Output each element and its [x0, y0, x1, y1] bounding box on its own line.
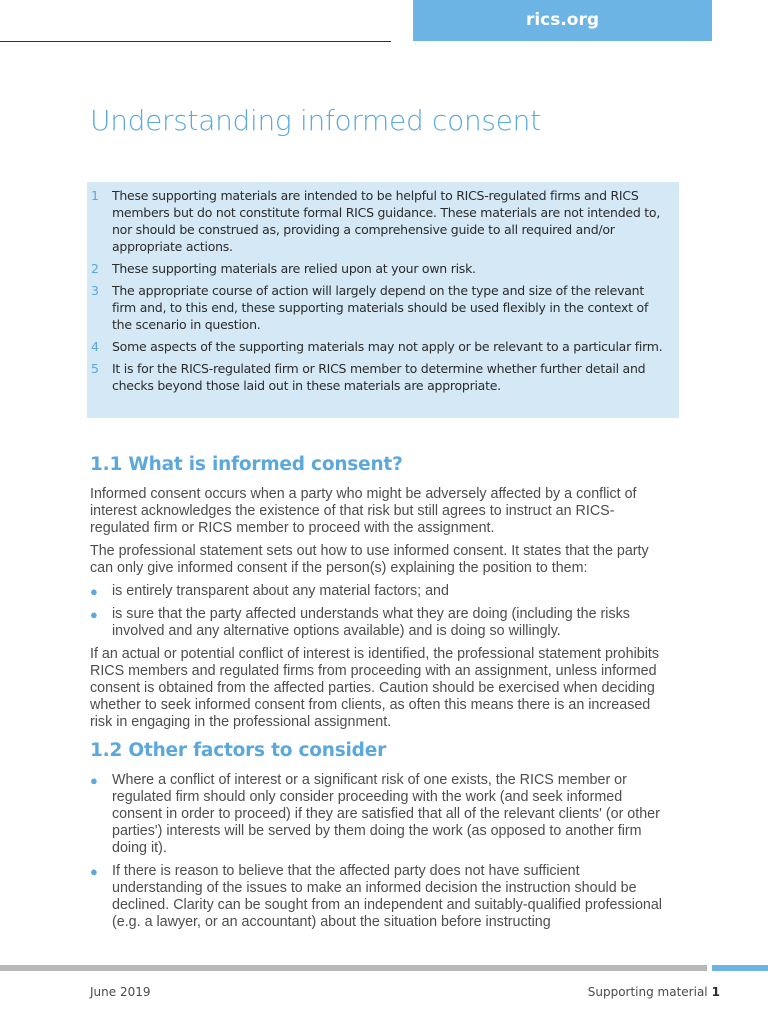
paragraph: Informed consent occurs when a party who might be adversely affected by a conflict of interest acknowledges the existence of that risk but still agrees to instruct an RICS-regulated firm or RICS member to proceed with the assignment. [90, 486, 637, 536]
disclaimer-item [91, 360, 671, 394]
section-heading-informed-consent: 1.1 What is informed consent? [90, 454, 403, 475]
footer-label: Supporting material [587, 985, 708, 999]
list-item [90, 772, 670, 857]
disclaimer-number: 2 [91, 261, 99, 276]
disclaimer-item [91, 338, 671, 355]
footer-bar [0, 965, 707, 971]
list-item [90, 583, 670, 600]
bullet-icon: ● [90, 773, 98, 788]
bullet-list [90, 772, 670, 931]
footer-page-info [588, 985, 720, 999]
list-item [90, 863, 670, 931]
bullet-icon: ● [90, 584, 98, 599]
bullet-icon: ● [90, 864, 98, 879]
bullet-icon: ● [90, 607, 98, 622]
list-item-text: is entirely transparent about any material factors; and [112, 583, 449, 599]
disclaimer-number: 5 [91, 361, 99, 376]
section-body-informed-consent [90, 486, 670, 737]
disclaimer-item [91, 260, 671, 277]
disclaimer-text: It is for the RICS-regulated firm or RICS member to determine whether further detail and checks beyond those laid out in these materials are appropriate. [112, 361, 646, 393]
disclaimer-text: The appropriate course of action will largely depend on the type and size of the relevant firm and, to this end, these supporting materials should be used flexibly in the context of the scenario in question. [112, 283, 649, 332]
list-item-text: If there is reason to believe that the affected party does not have sufficient understanding of the issues to make an informed decision the instruction should be declined. Clarity can be sought from an independent and suitably-qualified professional (e.g. a lawyer, or an accountant) about the situation before instructing [112, 863, 662, 930]
disclaimer-box [87, 182, 679, 418]
header-rule [0, 41, 391, 42]
footer-bar-accent [712, 965, 768, 971]
disclaimer-item [91, 282, 671, 333]
disclaimer-text: Some aspects of the supporting materials may not apply or be relevant to a particular firm. [112, 339, 663, 354]
page-title: Understanding informed consent [90, 104, 541, 137]
footer-date: June 2019 [90, 985, 151, 999]
disclaimer-number: 3 [91, 283, 99, 298]
list-item-text: is sure that the party affected understands what they are doing (including the risks involved and any alternative options available) and is doing so willingly. [112, 606, 630, 639]
list-item-text: Where a conflict of interest or a significant risk of one exists, the RICS member or regulated firm should only consider proceeding with the work (and seek informed consent in order to proceed) if they are satisfied that all of the relevant clients' (or other parties') interests will be served by them doing the work (as opposed to another firm doing it). [112, 772, 660, 856]
bullet-list [90, 583, 670, 640]
disclaimer-number: 4 [91, 339, 99, 354]
paragraph: If an actual or potential conflict of interest is identified, the professional statement prohibits RICS members and regulated firms from proceeding with an assignment, unless informed consent is obtained from the affected parties. Caution should be exercised when deciding whether to seek informed consent from clients, as often this means there is an increased risk in engaging in the professional assignment. [90, 646, 660, 730]
disclaimer-text: These supporting materials are intended to be helpful to RICS-regulated firms and RICS members but do not constitute formal RICS guidance. These materials are not intended to, nor should be construed as, providing a comprehensive guide to all required and/or appropriate actions. [112, 188, 661, 254]
disclaimer-item [91, 187, 671, 255]
paragraph: The professional statement sets out how to use informed consent. It states that the party can only give informed consent if the person(s) explaining the position to them: [90, 543, 649, 576]
site-badge[interactable]: rics.org [413, 0, 712, 41]
disclaimer-text: These supporting materials are relied upon at your own risk. [112, 261, 476, 276]
section-heading-other-factors: 1.2 Other factors to consider [90, 740, 386, 761]
list-item [90, 606, 670, 640]
section-body-other-factors [90, 772, 670, 937]
disclaimer-number: 1 [91, 188, 99, 203]
page-number: 1 [711, 985, 720, 999]
